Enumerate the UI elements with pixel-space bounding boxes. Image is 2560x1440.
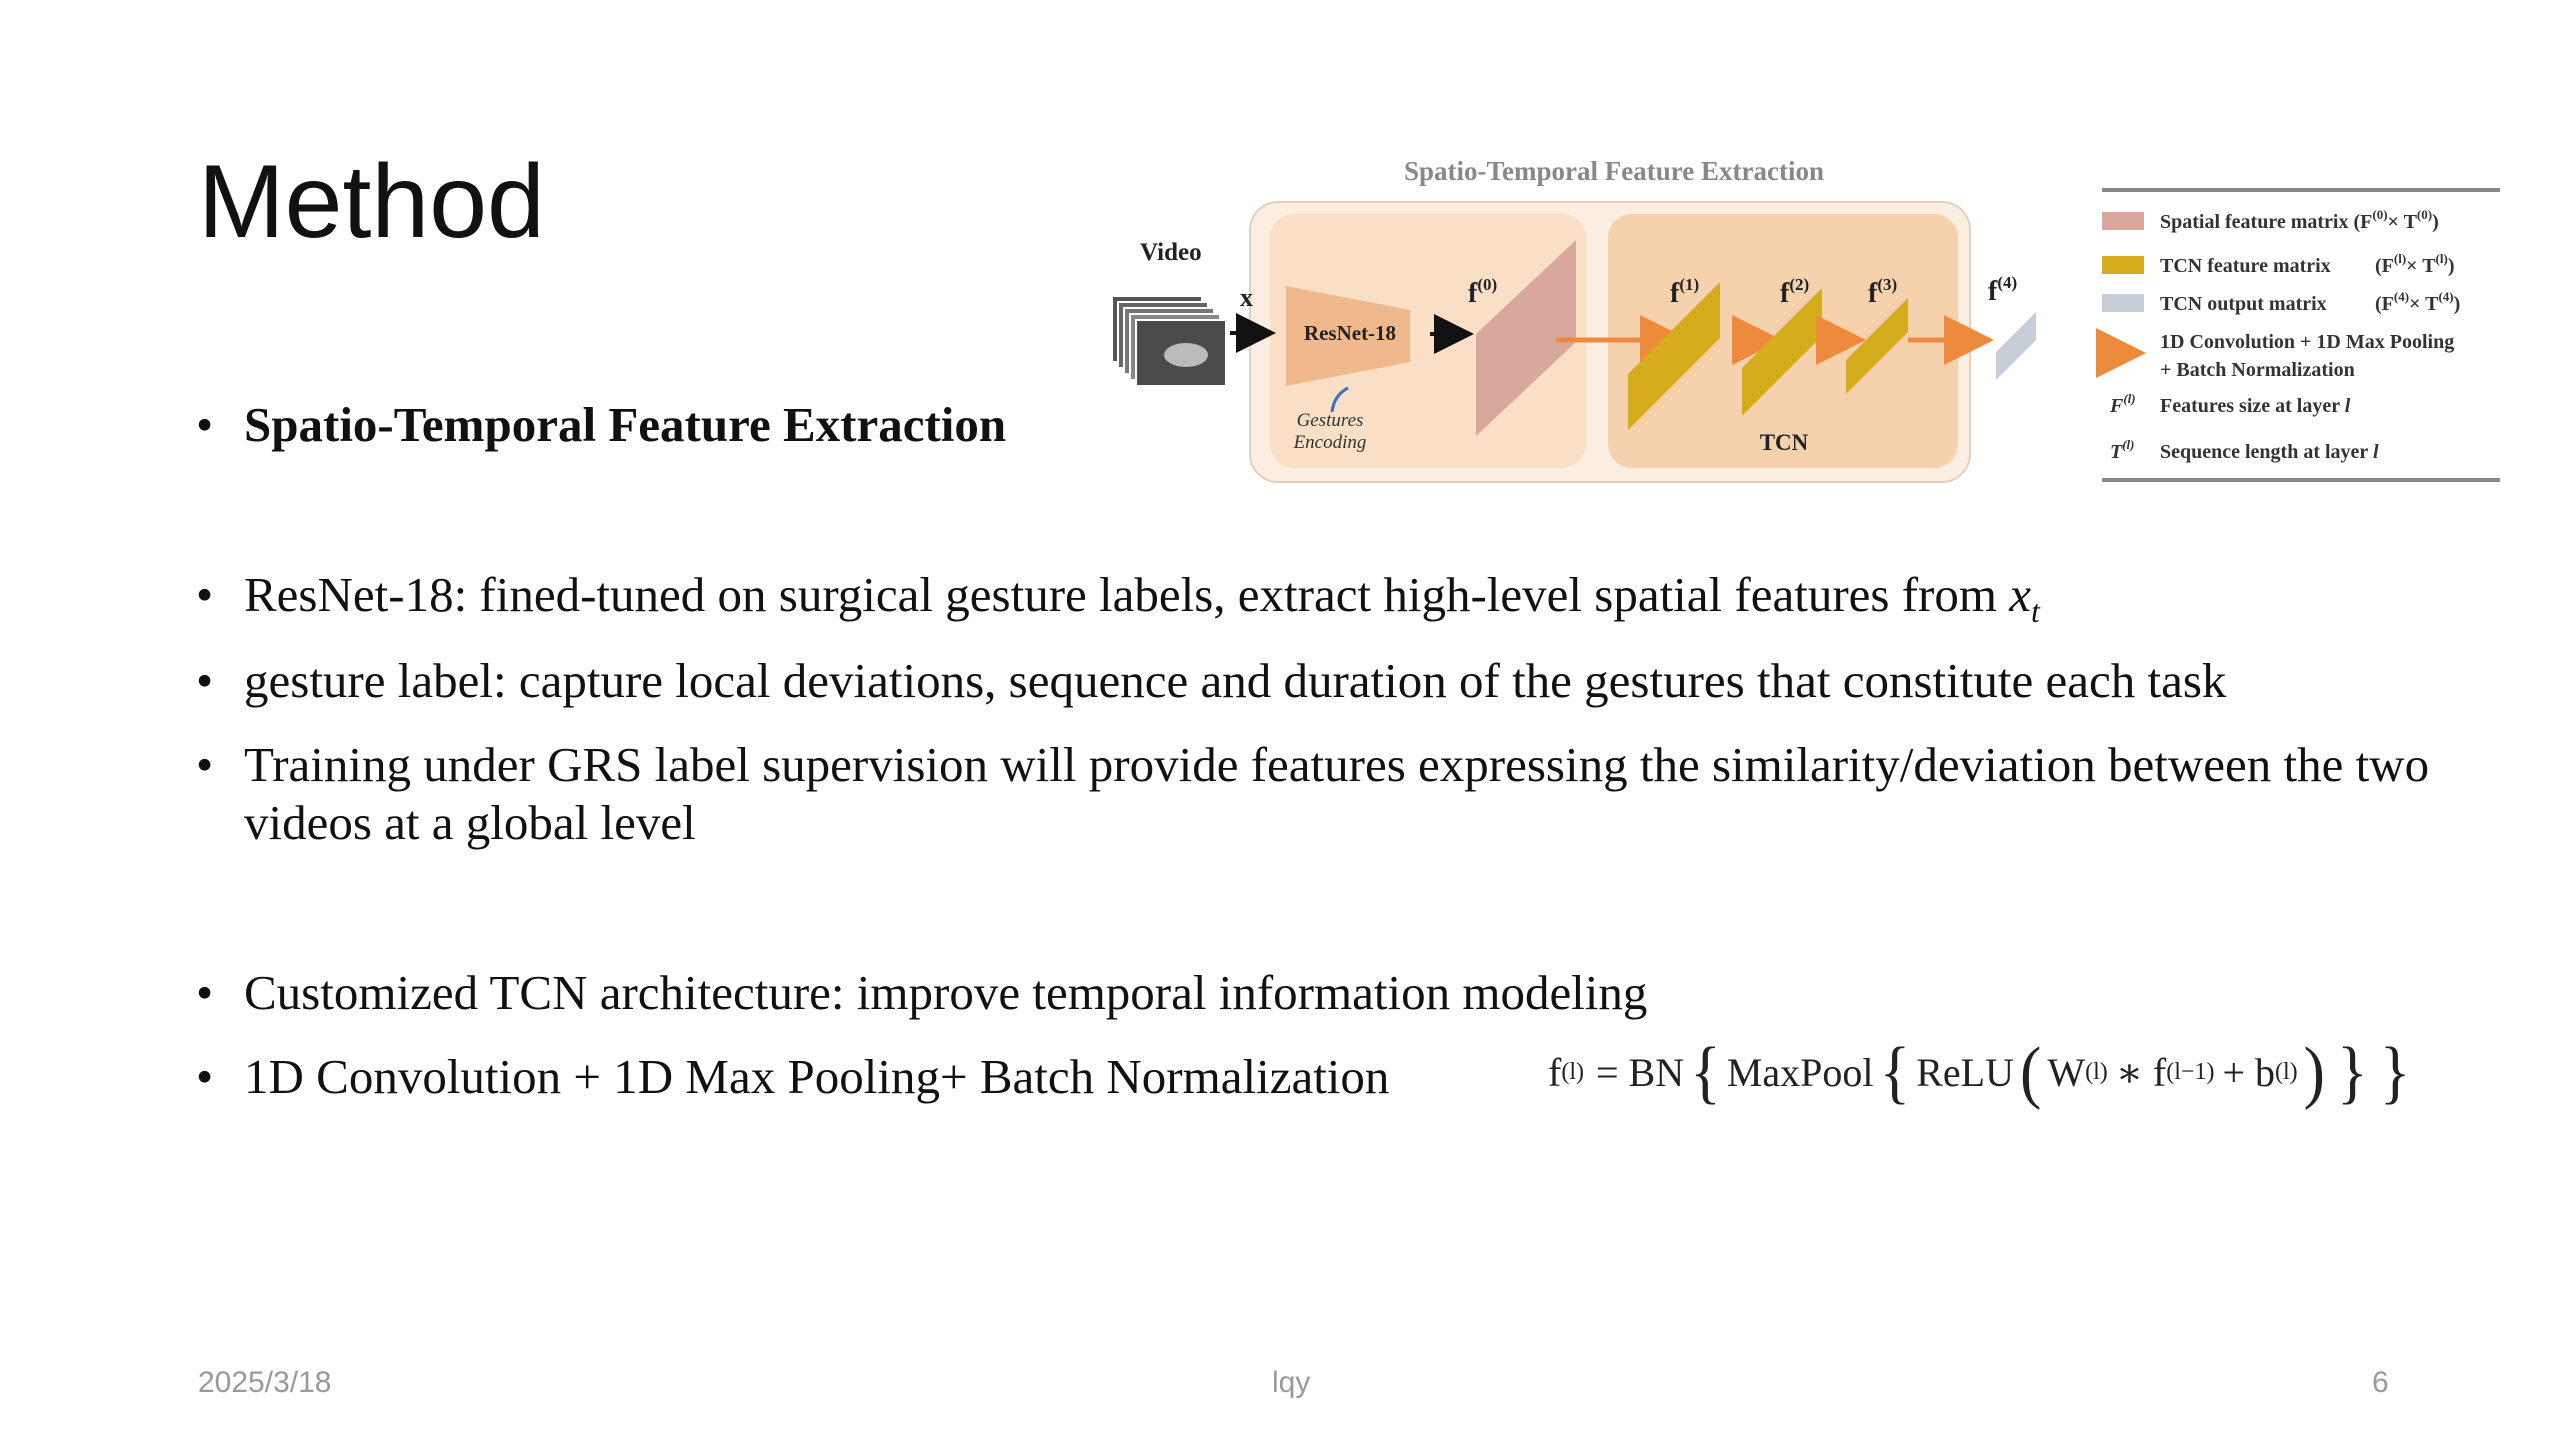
bullet-text: Spatio-Temporal Feature Extraction xyxy=(244,397,1007,452)
legend-tcn-feature-dims: $(F^{(l)}\times T^{(l)})$ xyxy=(2375,251,2455,277)
bullet-dot: • xyxy=(196,653,214,708)
f3-label: $f^{(3)}$ xyxy=(1868,275,1898,309)
bullet-text: gesture label: capture local deviations, sequence and duration of the gestures that constitute each task xyxy=(244,653,2227,708)
tcn-layer-formula: f (l) = BN { MaxPool { ReLU ( W (l) ∗ f (l−1) + b (l) ) } } xyxy=(1548,1032,2411,1111)
legend-F-desc: Features size at layer l xyxy=(2160,395,2351,417)
video-frames xyxy=(1112,296,1226,386)
f4-label: $f^{(4)}$ xyxy=(1988,273,2018,307)
bullet-dot: • xyxy=(196,567,214,622)
tcn-output-f4 xyxy=(1996,312,2036,380)
x-label: x xyxy=(1240,283,1253,312)
diagram-legend xyxy=(2102,190,2500,480)
gestures-label-2: Encoding xyxy=(1293,432,1367,453)
footer-date: 2025/3/18 xyxy=(198,1366,332,1399)
video-label: Video xyxy=(1140,239,1202,266)
legend-swatch-spatial xyxy=(2102,212,2144,230)
legend-tcn-output-dims: $(F^{(4)}\times T^{(4)})$ xyxy=(2375,289,2461,315)
tcn-label: TCN xyxy=(1759,430,1809,455)
legend-conv-line2: + Batch Normalization xyxy=(2160,359,2355,381)
resnet-label: ResNet-18 xyxy=(1303,321,1397,345)
gestures-label-1: Gestures xyxy=(1296,410,1364,431)
legend-T-symbol: $T^{(l)}$ xyxy=(2110,437,2135,463)
legend-T-desc: Sequence length at layer l xyxy=(2160,441,2379,463)
footer-page-number: 6 xyxy=(2372,1366,2389,1399)
f2-label: $f^{(2)}$ xyxy=(1780,275,1810,309)
legend-swatch-tcn-output xyxy=(2102,294,2144,312)
bullet-text: 1D Convolution + 1D Max Pooling+ Batch Normalization xyxy=(244,1049,1390,1104)
legend-F-symbol: $F^{(l)}$ xyxy=(2110,391,2136,417)
bullet-dot: • xyxy=(196,1049,214,1104)
f0-label: $f^{(0)}$ xyxy=(1468,275,1498,309)
slide-title: Method xyxy=(198,144,545,260)
legend-tcn-feature: TCN feature matrix xyxy=(2160,255,2331,277)
bullet-dot: • xyxy=(196,965,214,1020)
legend-swatch-tcn-feature xyxy=(2102,256,2144,274)
bullet-text: Training under GRS label supervision will provide features expressing the similarity/deviation between the two videos at a global level xyxy=(244,737,2430,850)
diagram-title: Spatio-Temporal Feature Extraction xyxy=(1404,156,1824,186)
footer-author: lqy xyxy=(1272,1366,1311,1399)
bullet-dot: • xyxy=(196,397,214,452)
bullet-text: ResNet-18: fined-tuned on surgical gesture labels, extract high-level spatial features from $x_t$ xyxy=(244,567,2040,629)
legend-spatial: Spatial feature matrix $(F^{(0)}\times T^{(0)})$ xyxy=(2160,207,2439,233)
bullet-text: Customized TCN architecture: improve temporal information modeling xyxy=(244,965,1648,1020)
bullet-dot: • xyxy=(196,737,214,792)
f1-label: $f^{(1)}$ xyxy=(1670,275,1700,309)
legend-conv-line1: 1D Convolution + 1D Max Pooling xyxy=(2160,331,2455,353)
legend-tcn-output: TCN output matrix xyxy=(2160,293,2327,315)
feature-extraction-diagram xyxy=(1100,150,2530,490)
